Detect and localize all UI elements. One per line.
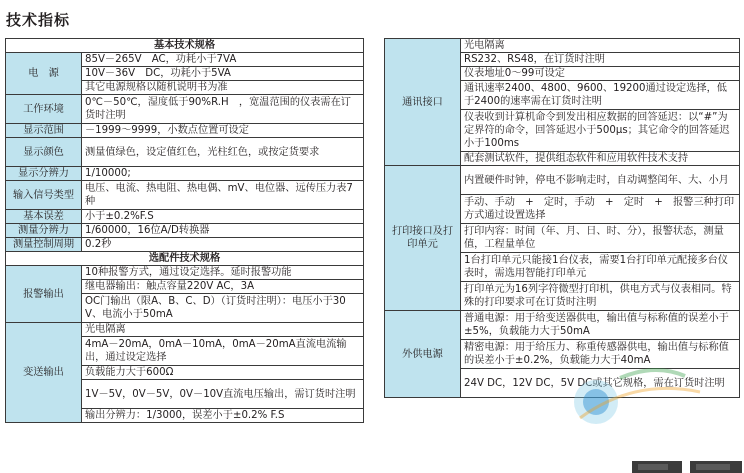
input-type-label: 输入信号类型: [6, 181, 82, 210]
page-title: 技术指标: [6, 11, 71, 29]
meas-res-value: 1/60000，16位A/D转换器: [82, 224, 364, 238]
print-line: 打印单元为16列字符微型打印机，供电方式与仪表相同。特殊的打印要求可在订货时注明: [461, 282, 740, 311]
basic-spec-table: [5, 38, 364, 423]
meas-period-value: 0.2秒: [82, 238, 364, 252]
power-label: 电 源: [6, 53, 82, 95]
comm-line: 仪表收到计算机命令到发出相应数据的回答延迟：以“#”为定界符的命令，回答延迟小于500μs；其它命令的回答延迟小于100ms: [461, 110, 740, 152]
display-color-value: 测量值绿色，设定值红色，光柱红色，或按定货要求: [82, 138, 364, 167]
transmit-line: 4mA－20mA，0mA－10mA，0mA－20mA直流电流输出，通过设定选择: [82, 337, 364, 366]
power-line: 其它电源规格以随机说明书为准: [82, 81, 364, 95]
ext-power-line: 普通电源：用于给变送器供电，输出值与标称值的误差小于±5%，负载能力大于50mA: [461, 311, 740, 340]
display-range-label: 显示范围: [6, 124, 82, 138]
transmit-label: 变送输出: [6, 323, 82, 423]
display-range-value: －1999～9999，小数点位置可设定: [82, 124, 364, 138]
alarm-line: 继电器输出：触点容量220V AC，3A: [82, 280, 364, 294]
basic-error-value: 小于±0.2%F.S: [82, 210, 364, 224]
ext-power-line: 24V DC，12V DC，5V DC或其它规格，需在订货时注明: [461, 369, 740, 398]
transmit-line: 输出分辨力：1/3000，误差小于±0.2% F.S: [82, 409, 364, 423]
display-res-label: 显示分辨力: [6, 167, 82, 181]
interface-spec-table: [384, 38, 740, 398]
alarm-label: 报警输出: [6, 266, 82, 323]
comm-line: 通讯速率2400、4800、9600、19200通过设定选择，低于2400的速率需在订货时注明: [461, 81, 740, 110]
print-line: 内置硬件时钟，停电不影响走时，自动调整闰年、大、小月: [461, 166, 740, 195]
input-type-value: 电压、电流、热电阻、热电偶、mV、电位器、远传压力表7种: [82, 181, 364, 210]
basic-spec-header: 基本技术规格: [6, 39, 364, 53]
alarm-line: 10种报警方式，通过设定选择。延时报警功能: [82, 266, 364, 280]
display-color-label: 显示颜色: [6, 138, 82, 167]
comm-line: 配套测试软件，提供组态软件和应用软件技术支持: [461, 152, 740, 166]
optional-spec-header: 选配件技术规格: [6, 252, 364, 266]
basic-error-label: 基本误差: [6, 210, 82, 224]
print-line: 1台打印单元只能接1台仪表，需要1台打印单元配接多台仪表时，需选用智能打印单元: [461, 253, 740, 282]
transmit-line: 光电隔离: [82, 323, 364, 337]
device-thumbnail: [632, 459, 742, 473]
meas-res-label: 测量分辨力: [6, 224, 82, 238]
ext-power-label: 外供电源: [385, 311, 461, 398]
alarm-line: OC门输出（限A、B、C、D）（订货时注明）：电压小于30V、电流小于50mA: [82, 294, 364, 323]
comm-line: RS232、RS48，在订货时注明: [461, 53, 740, 67]
comm-line: 仪表地址0～99可设定: [461, 67, 740, 81]
comm-label: 通讯接口: [385, 39, 461, 166]
ext-power-line: 精密电源：用于给压力、称重传感器供电，输出值与标称值的误差小于±0.2%，负载能力大于40mA: [461, 340, 740, 369]
print-line: 打印内容：时间（年、月、日、时、分），报警状态，测量值，工程量单位: [461, 224, 740, 253]
comm-line: 光电隔离: [461, 39, 740, 53]
transmit-line: 1V－5V，0V－5V，0V－10V直流电压输出，需订货时注明: [82, 380, 364, 409]
power-line: 10V－36V DC，功耗小于5VA: [82, 67, 364, 81]
power-line: 85V－265V AC，功耗小于7VA: [82, 53, 364, 67]
transmit-line: 负载能力大于600Ω: [82, 366, 364, 380]
print-label: 打印接口及打印单元: [385, 166, 461, 311]
env-value: 0℃－50℃，湿度低于90%R.H ，宽温范围的仪表需在订货时注明: [82, 95, 364, 124]
display-res-value: 1/10000;: [82, 167, 364, 181]
meas-period-label: 测量控制周期: [6, 238, 82, 252]
env-label: 工作环境: [6, 95, 82, 124]
print-line: 手动、手动 + 定时，手动 + 定时 + 报警三种打印方式通过设置选择: [461, 195, 740, 224]
